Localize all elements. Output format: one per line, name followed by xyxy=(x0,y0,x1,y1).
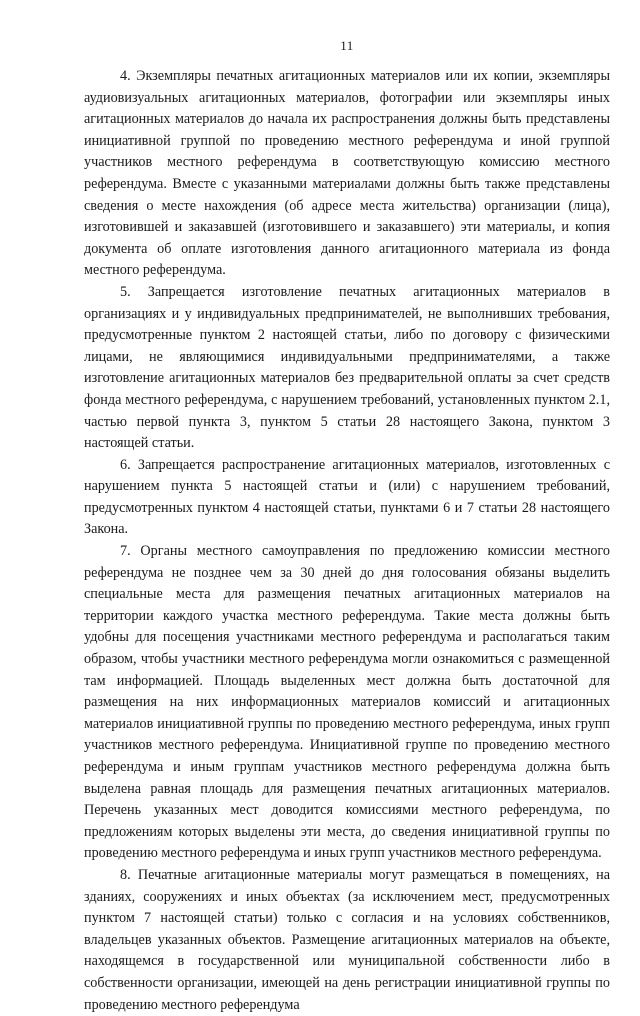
paragraph-5: 5. Запрещается изготовление печатных агитационных материалов в организациях и у индивидуальных предпринимателей, не выполнивших требования, предусмотренные пунктом 2 настоящей статьи, либо по договору с физическими лицами, не являющимися индивидуальными предпринимателями, а также изготовление агитационных материалов без предварительной оплаты за счет средств фонда местного референдума, с нарушением требований, установленных пунктом 2.1, частью первой пункта 3, пунктом 5 статьи 28 настоящего Закона, пунктом 3 настоящей статьи. xyxy=(84,283,610,452)
paragraph-4: 4. Экземпляры печатных агитационных материалов или их копии, экземпляры аудиовизуальных агитационных материалов, фотографии или экземпляры иных агитационных материалов до начала их распространения должны быть представлены инициативной группой по проведению местного референдума и иной группой участников местного референдума в соответствующую комиссию местного референдума. Вместе с указанными материалами должны быть также представлены сведения о месте нахождения (об адресе места жительства) организации (лица), изготовившей и заказавшей (изготовившего и заказавшего) эти материалы, и копия документа об оплате изготовления данного агитационного материала из фонда местного референдума. xyxy=(84,68,610,279)
paragraph-6: 6. Запрещается распространение агитационных материалов, изготовленных с нарушением пункта 5 настоящей статьи и (или) с нарушением требований, предусмотренных пунктом 4 настоящей статьи, пунктами 6 и 7 статьи 28 настоящего Закона. xyxy=(84,456,610,538)
paragraph-7: 7. Органы местного самоуправления по предложению комиссии местного референдума не позднее чем за 30 дней до дня голосования обязаны выделить специальные места для размещения печатных агитационных материалов на территории каждого участка местного референдума. Такие места должны быть удобны для посещения участниками местного референдума и располагаться таким образом, чтобы участники местного референдума могли ознакомиться с размещенной там информацией. Площадь выделенных мест должна быть достаточной для размещения на них информационных материалов комиссий и агитационных материалов инициативной группы по проведению местного референдума, иных групп участников местного референдума. Инициативной группе по проведению местного референдума и иным группам участников местного референдума должна быть выделена равная площадь для размещения печатных агитационных материалов. Перечень указанных мест доводится комиссиями местного референдума, по предложениям которых выделены эти места, до сведения инициативной группы по проведению местного референдума и иных групп участников местного референдума. xyxy=(84,543,610,862)
paragraph-8: 8. Печатные агитационные материалы могут размещаться в помещениях, на зданиях, сооружениях и иных объектах (за исключением мест, предусмотренных пунктом 7 настоящей статьи) только с согласия и на условиях собственников, владельцев указанных объектов. Размещение агитационных материалов на объекте, находящемся в государственной или муниципальной собственности либо в собственности организации, имеющей на день регистрации инициативной группы по проведению местного референдума xyxy=(84,866,610,1013)
page-number: 11 xyxy=(340,38,354,53)
